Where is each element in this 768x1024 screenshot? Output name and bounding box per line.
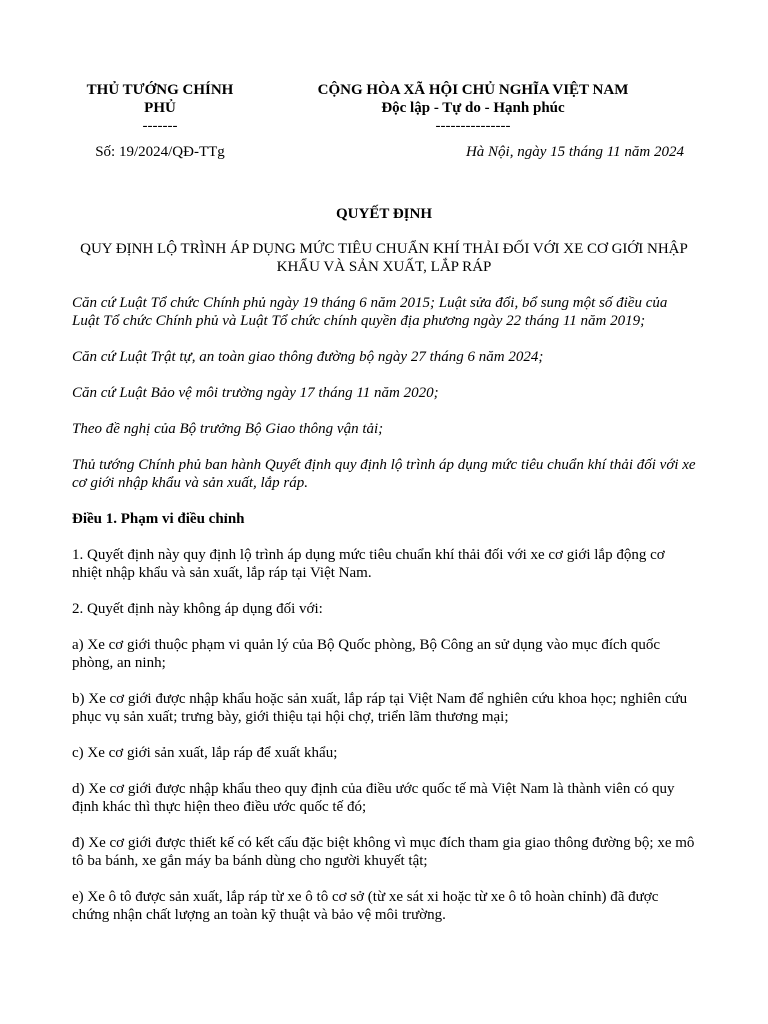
- article-heading: Điều 1. Phạm vi điều chỉnh: [72, 511, 245, 527]
- preamble-paragraph: Thủ tướng Chính phủ ban hành Quyết định quy định lộ trình áp dụng mức tiêu chuẩn khí thải đối với xe cơ giới nhập khẩu và sản xuất, lắp ráp.: [72, 457, 696, 491]
- document-type: QUYẾT ĐỊNH: [336, 206, 432, 222]
- document-number: Số: 19/2024/QĐ-TTg: [95, 144, 225, 160]
- point-paragraph: c) Xe cơ giới sản xuất, lắp ráp để xuất khẩu;: [72, 745, 338, 761]
- clause-paragraph: 2. Quyết định này không áp dụng đối với:: [72, 601, 323, 617]
- preamble-paragraph: Căn cứ Luật Tổ chức Chính phủ ngày 19 tháng 6 năm 2015; Luật sửa đổi, bổ sung một số điều của Luật Tổ chức Chính phủ và Luật Tổ chức chính quyền địa phương ngày 22 tháng 11 năm 2019;: [72, 295, 668, 329]
- national-title-block: [290, 81, 656, 135]
- preamble-paragraph: Theo đề nghị của Bộ trưởng Bộ Giao thông vận tải;: [72, 421, 384, 437]
- national-motto: Độc lập - Tự do - Hạnh phúc: [381, 100, 565, 116]
- preamble-paragraph: Căn cứ Luật Trật tự, an toàn giao thông đường bộ ngày 27 tháng 6 năm 2024;: [72, 349, 544, 365]
- issue-date: Hà Nội, ngày 15 tháng 11 năm 2024: [465, 144, 684, 160]
- motto-divider: ---------------: [435, 118, 511, 134]
- point-paragraph: đ) Xe cơ giới được thiết kế có kết cấu đặc biệt không vì mục đích tham gia giao thông đường bộ; xe mô tô ba bánh, xe gắn máy ba bánh dùng cho người khuyết tật;: [72, 835, 695, 869]
- document-title: QUY ĐỊNH LỘ TRÌNH ÁP DỤNG MỨC TIÊU CHUẨN KHÍ THẢI ĐỐI VỚI XE CƠ GIỚI NHẬP KHẨU VÀ SẢN XUẤT, LẮP RÁP: [80, 241, 688, 275]
- issuing-agency-block: [72, 81, 248, 135]
- republic-name: CỘNG HÒA XÃ HỘI CHỦ NGHĨA VIỆT NAM: [317, 82, 629, 98]
- agency-divider: -------: [142, 118, 178, 134]
- issuing-agency-line2: PHỦ: [144, 100, 176, 116]
- clause-paragraph: 1. Quyết định này quy định lộ trình áp dụng mức tiêu chuẩn khí thải đối với xe cơ giới lắp động cơ nhiệt nhập khẩu và sản xuất, lắp ráp tại Việt Nam.: [72, 547, 665, 581]
- point-paragraph: d) Xe cơ giới được nhập khẩu theo quy định của điều ước quốc tế mà Việt Nam là thành viên có quy định khác thì thực hiện theo điều ước quốc tế đó;: [72, 781, 675, 815]
- point-paragraph: b) Xe cơ giới được nhập khẩu hoặc sản xuất, lắp ráp tại Việt Nam để nghiên cứu khoa học; nghiên cứu phục vụ sản xuất; trưng bày, giới thiệu tại hội chợ, triển lãm thương mại;: [72, 691, 688, 725]
- point-paragraph: e) Xe ô tô được sản xuất, lắp ráp từ xe ô tô cơ sở (từ xe sát xi hoặc từ xe ô tô hoàn chỉnh) đã được chứng nhận chất lượng an toàn kỹ thuật và bảo vệ môi trường.: [72, 889, 659, 923]
- issuing-agency-line1: THỦ TƯỚNG CHÍNH: [86, 82, 234, 98]
- point-paragraph: a) Xe cơ giới thuộc phạm vi quản lý của Bộ Quốc phòng, Bộ Công an sử dụng vào mục đích quốc phòng, an ninh;: [72, 637, 661, 671]
- document-body: [72, 294, 698, 942]
- preamble-paragraph: Căn cứ Luật Bảo vệ môi trường ngày 17 tháng 11 năm 2020;: [72, 385, 439, 401]
